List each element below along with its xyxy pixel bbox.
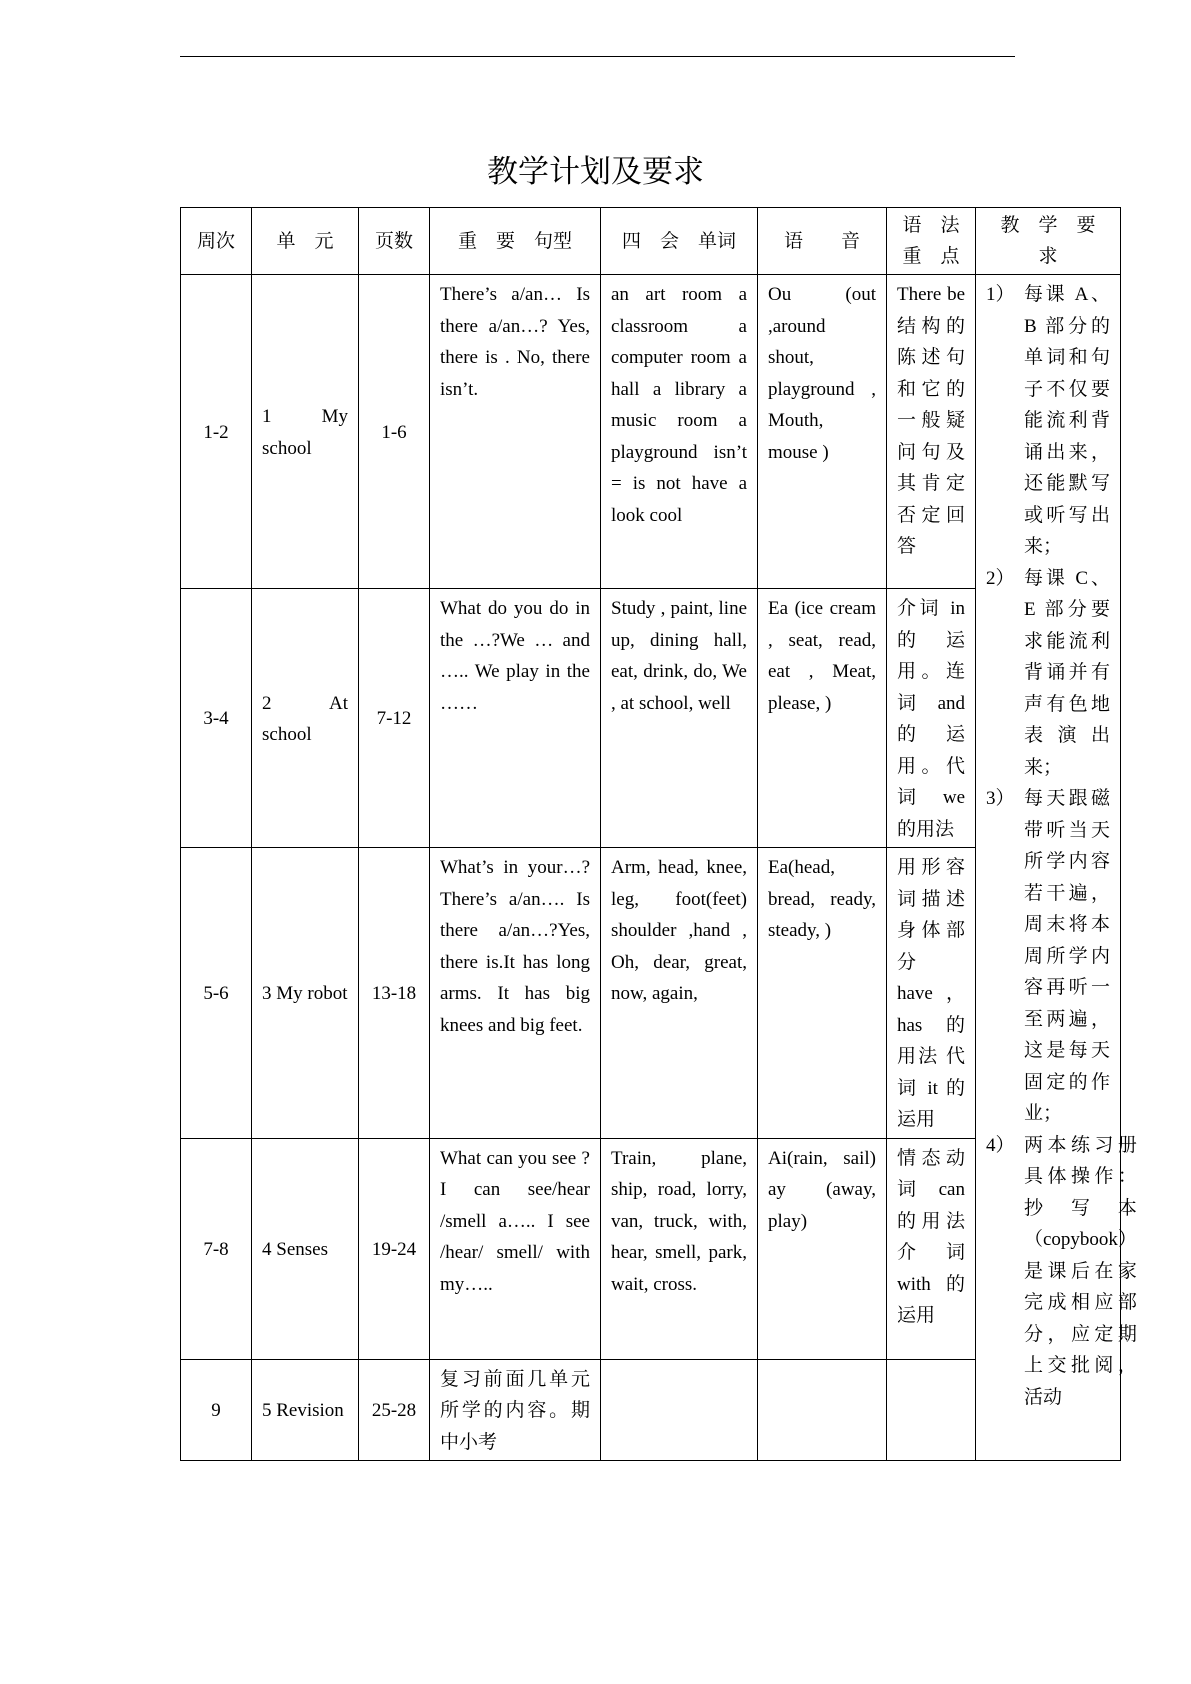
cell-pages: 19-24 xyxy=(359,1138,430,1359)
cell-sentences: What can you see ? I can see/hear /smell a….. I see /hear/ smell/ with my….. xyxy=(430,1138,601,1359)
col-header-week: 周次 xyxy=(181,208,252,275)
cell-week: 3-4 xyxy=(181,589,252,848)
cell-grammar xyxy=(887,1359,976,1461)
cell-week: 5-6 xyxy=(181,848,252,1139)
cell-grammar: 用形容词描述身体部分 have，has 的用法 代词 it 的运用 xyxy=(887,848,976,1139)
cell-unit: 2 At school xyxy=(252,589,359,848)
cell-phonics xyxy=(758,1359,887,1461)
table-row xyxy=(181,275,1121,589)
cell-sentences: There’s a/an… Is there a/an…? Yes, there is . No, there isn’t. xyxy=(430,275,601,589)
cell-unit: 4 Senses xyxy=(252,1138,359,1359)
cell-sentences: 复习前面几单元所学的内容。期中小考 xyxy=(430,1359,601,1461)
table-header-row xyxy=(181,208,1121,275)
cell-pages: 13-18 xyxy=(359,848,430,1139)
teaching-plan-table xyxy=(180,207,1137,1461)
cell-words: Study , paint, line up, dining hall, eat, drink, do, We , at school, well xyxy=(601,589,758,848)
requirement-number: 3） xyxy=(986,788,1015,809)
cell-week: 1-2 xyxy=(181,275,252,589)
header-rule xyxy=(180,56,1015,57)
col-header-phonics: 语 音 xyxy=(758,208,887,275)
col-header-grammar: 语 法 重 点 xyxy=(887,208,976,275)
requirement-text: 每天跟磁带听当天所学内容若干遍，周末将本周所学内容再听一至两遍，这是每天固定的作业； xyxy=(1024,788,1110,1124)
page-title: 教学计划及要求 xyxy=(487,154,704,189)
cell-sentences: What do you do in the …?We … and ….. We play in the …… xyxy=(430,589,601,848)
list-item xyxy=(986,783,1110,1130)
cell-unit: 5 Revision xyxy=(252,1359,359,1461)
requirement-text: 每课 A、B 部分的单词和句子不仅要能流利背诵出来，还能默写或听写出来； xyxy=(1024,284,1110,557)
cell-pages: 1-6 xyxy=(359,275,430,589)
cell-week: 9 xyxy=(181,1359,252,1461)
cell-unit: 1 My school xyxy=(252,275,359,589)
requirement-number: 1） xyxy=(986,284,1015,305)
col-header-requirements: 教 学 要 求 xyxy=(976,208,1121,275)
cell-phonics: Ea (ice cream , seat, read, eat , Meat, please, ) xyxy=(758,589,887,848)
cell-grammar: 介词 in 的运用。连词 and 的运用。代词 we 的用法 xyxy=(887,589,976,848)
requirement-text: 两本练习册具体操作：抄写本（copybook）是课后在家完成相应部分，应定期上交批阅，活动 xyxy=(1024,1134,1137,1408)
cell-words: an art room a classroom a computer room a hall a library a music room a playground isn’t = is not have a look cool xyxy=(601,275,758,589)
cell-week: 7-8 xyxy=(181,1138,252,1359)
requirements-list xyxy=(986,279,1137,1413)
col-header-sentences: 重 要 句型 xyxy=(430,208,601,275)
cell-pages: 25-28 xyxy=(359,1359,430,1461)
cell-unit: 3 My robot xyxy=(252,848,359,1139)
cell-words: Arm, head, knee, leg, foot(feet) shoulder ,hand , Oh, dear, great, now, again, xyxy=(601,848,758,1139)
col-header-unit: 单 元 xyxy=(252,208,359,275)
cell-pages: 7-12 xyxy=(359,589,430,848)
cell-grammar: 情态动词 can 的用法 介词 with 的运用 xyxy=(887,1138,976,1359)
cell-sentences: What’s in your…?There’s a/an…. Is there a/an…?Yes, there is.It has long arms. It has big knees and big feet. xyxy=(430,848,601,1139)
cell-phonics: Ai(rain, sail) ay (away, play) xyxy=(758,1138,887,1359)
cell-words xyxy=(601,1359,758,1461)
list-item xyxy=(986,279,1110,563)
cell-words: Train, plane, ship, road, lorry, van, truck, with, hear, smell, park, wait, cross. xyxy=(601,1138,758,1359)
col-header-pages: 页数 xyxy=(359,208,430,275)
cell-phonics: Ea(head, bread, ready, steady, ) xyxy=(758,848,887,1139)
requirement-number: 4） xyxy=(986,1134,1015,1156)
cell-phonics: Ou (out ,around shout, playground , Mouth, mouse ) xyxy=(758,275,887,589)
requirement-number: 2） xyxy=(986,567,1015,589)
list-item xyxy=(986,1130,1137,1414)
cell-requirements xyxy=(976,275,1137,1461)
requirement-text: 每课 C、E 部分要求能流利背诵并有声有色地表演出来； xyxy=(1024,567,1110,778)
col-header-words: 四 会 单词 xyxy=(601,208,758,275)
cell-grammar: There be 结构的陈述句和它的一般疑问句及其肯定否定回答 xyxy=(887,275,976,589)
list-item xyxy=(986,563,1110,784)
